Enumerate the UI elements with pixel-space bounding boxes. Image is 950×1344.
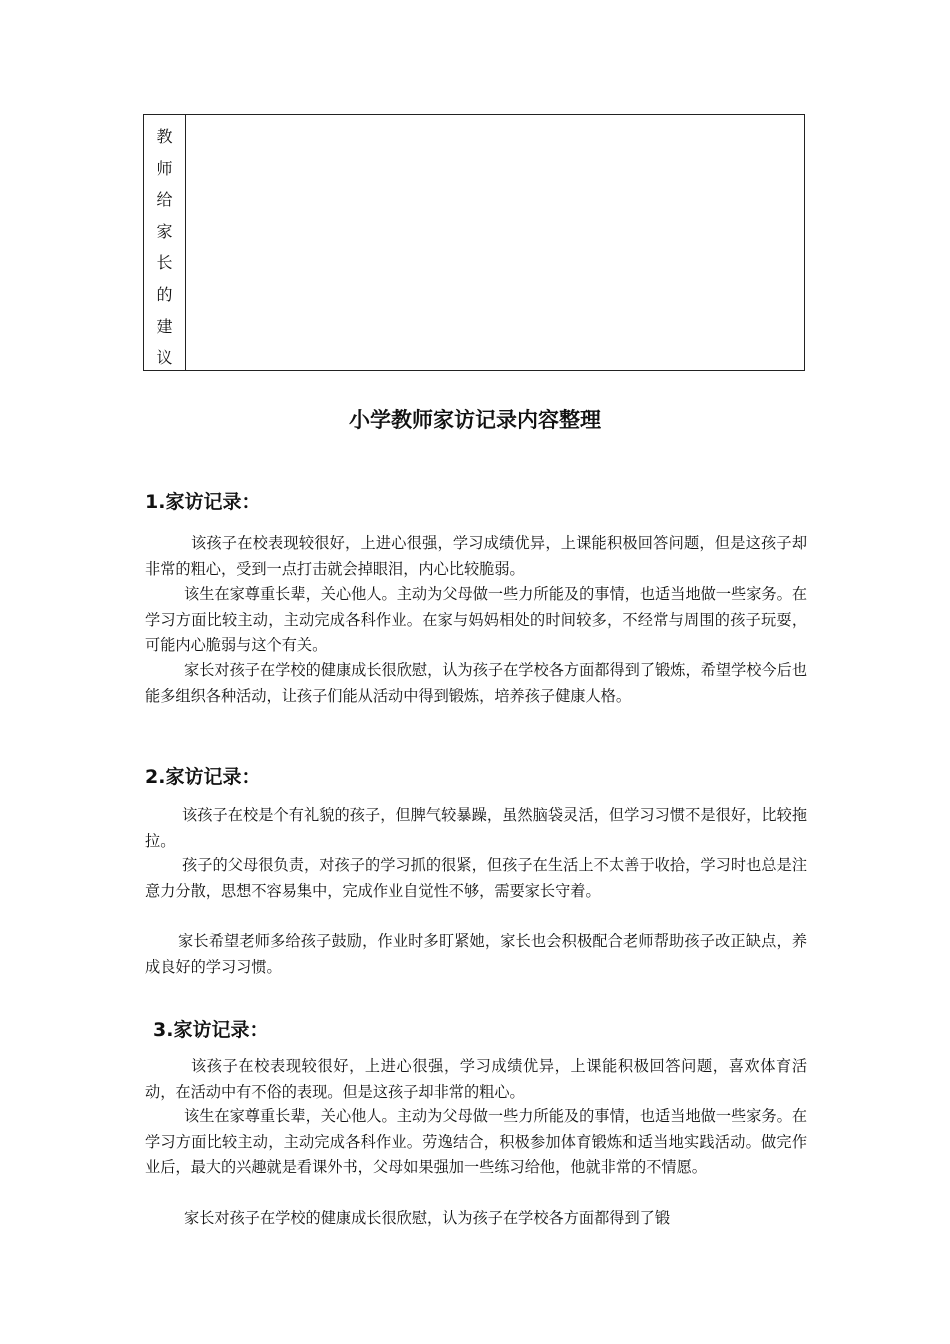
advice-label-char: 长	[156, 253, 173, 273]
section-1-paragraph-3: 家长对孩子在学校的健康成长很欣慰，认为孩子在学校各方面都得到了锻炼，希望学校今后也能多组织各种活动，让孩子们能从活动中得到锻炼，培养孩子健康人格。	[145, 661, 807, 705]
advice-label-char: 的	[156, 284, 173, 304]
advice-table	[143, 114, 805, 371]
section-1-paragraph-1: 该孩子在校表现较很好，上进心很强，学习成绩优异，上课能积极回答问题，但是这孩子却非常的粗心，受到一点打击就会掉眼泪，内心比较脆弱。	[145, 534, 807, 578]
advice-label-char: 建	[156, 316, 173, 336]
advice-label-char: 给	[156, 190, 173, 210]
section-2-paragraph-2: 孩子的父母很负责，对孩子的学习抓的很紧，但孩子在生活上不太善于收拾，学习时也总是注意力分散，思想不容易集中，完成作业自觉性不够，需要家长守着。	[145, 856, 807, 900]
section-3-paragraph-1: 该孩子在校表现较很好，上进心很强，学习成绩优异，上课能积极回答问题，喜欢体育活动，在活动中有不俗的表现。但是这孩子却非常的粗心。	[145, 1057, 807, 1101]
section-3-paragraph-2: 该生在家尊重长辈，关心他人。主动为父母做一些力所能及的事情，也适当地做一些家务。在学习方面比较主动，主动完成各科作业。劳逸结合，积极参加体育锻炼和适当地实践活动。做完作业后，最大的兴趣就是看课外书，父母如果强加一些练习给他，他就非常的不情愿。	[145, 1107, 807, 1176]
advice-content-cell	[186, 115, 804, 370]
advice-label-char: 家	[156, 221, 173, 241]
advice-label-char: 教	[156, 127, 173, 146]
advice-label-char: 议	[156, 348, 173, 368]
section-2-paragraph-3: 家长希望老师多给孩子鼓励，作业时多盯紧她，家长也会积极配合老师帮助孩子改正缺点，养成良好的学习习惯。	[145, 932, 807, 976]
section-3-paragraph-3: 家长对孩子在学校的健康成长很欣慰，认为孩子在学校各方面都得到了锻	[184, 1209, 670, 1227]
advice-label-char: 师	[156, 158, 173, 178]
section-3-heading: 3.家访记录：	[153, 1019, 269, 1041]
section-2-paragraph-1: 该孩子在校是个有礼貌的孩子，但脾气较暴躁，虽然脑袋灵活，但学习习惯不是很好，比较拖拉。	[145, 806, 807, 850]
section-1-heading: 1.家访记录：	[145, 491, 261, 513]
section-1-paragraph-2: 该生在家尊重长辈，关心他人。主动为父母做一些力所能及的事情，也适当地做一些家务。在学习方面比较主动，主动完成各科作业。在家与妈妈相处的时间较多，不经常与周围的孩子玩耍，可能内心脆弱与这个有关。	[145, 585, 807, 654]
advice-label-cell	[144, 115, 186, 370]
document-title: 小学教师家访记录内容整理	[349, 408, 601, 432]
section-2-heading: 2.家访记录：	[145, 766, 261, 788]
